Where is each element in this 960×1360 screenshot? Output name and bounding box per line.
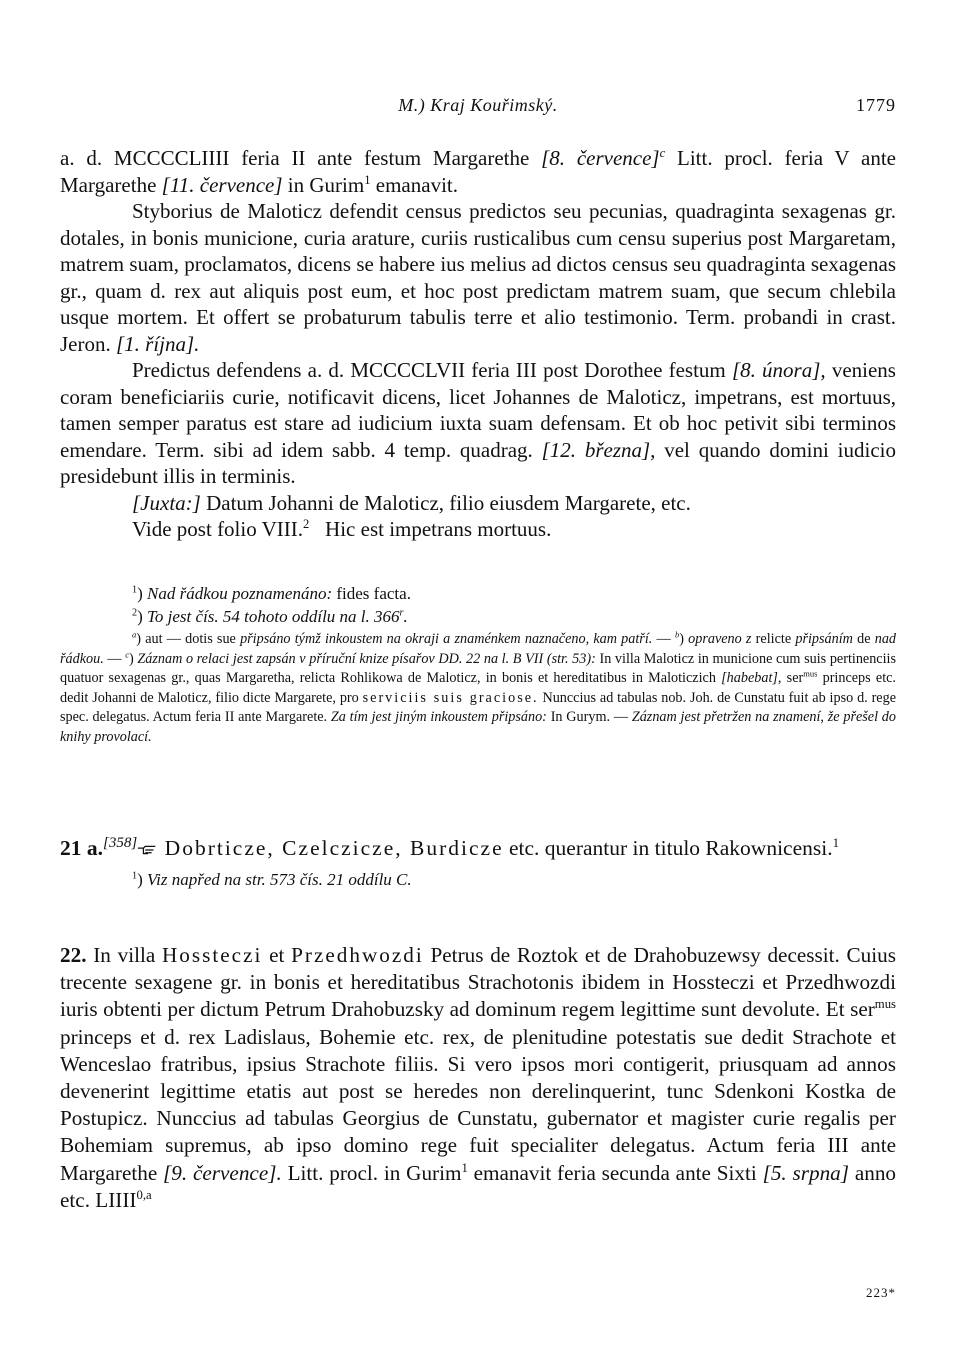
critical-apparatus bbox=[60, 630, 896, 747]
defense-paragraph: Styborius de Maloticz defendit census predictos seu pecunias, quadraginta sexagenas gr. dotales, in bonis municione, curia arature, curiis rusticalibus cum censu superius post Margaretam, matrem suam, proclamatos, dicens se habere ius melius ad dictos census seu quadraginta sexagenas gr., quam d. rex aut aliquis post eum, et hoc post predictam matrem suam, que secum chlebila usque mortem. Et offert se probaturum tabulis terre et alio testimonio. Term. probandi in crast. Jeron. [1. října]. bbox=[60, 199, 896, 356]
page-header bbox=[60, 95, 896, 121]
apparatus-notes: $^a$) aut — dotis sue připsáno týmž inkoustem na okraji a znaménkem naznačeno, kam patří. — $^b$) opraveno z relicte připsáním de nad řádkou. — $^c$) Záznam o relaci jest zapsán v příruční knize písařov DD. 22 na l. B VII (str. 53): In villa Maloticz in municione cum suis pertinenciis quatuor sexagenas gr., quas Margaretha, relicta Rohlikowa de Maloticz, in bonis et hereditatibus in Maloticzich [habebat], ser$^{mus}$ princeps etc. dedit Johanni de Maloticz, filio dicte Margarete, pro serviciis suis graciose. Nunccius ad tabulas nob. Joh. de Cunstatu fuit ab ipso d. rege spec. delegatus. Actum feria II ante Margarete. Za tím jest jiným inkoustem připsáno: In Gurym. — Záznam jest přetržen na znamení, že přešel do knihy provolací. bbox=[60, 629, 897, 745]
juxta-note: [Juxta:] Datum Johanni de Maloticz, filio eiusdem Margarete, etc. bbox=[132, 490, 691, 515]
entry-21-continuation bbox=[60, 145, 896, 543]
entry-22 bbox=[60, 942, 896, 1214]
entry-21-footnotes bbox=[60, 582, 896, 628]
entry-21-opening-lines: a. d. MCCCCLIIII feria II ante festum Margarethe [8. července]$^c$ Litt. procl. feria V ante Margarethe [11. července] in Gurim$^1$ emanavit. bbox=[60, 146, 896, 197]
footnote-2: $^2$) To jest čís. 54 tohoto oddílu na l. 366$^r$. bbox=[132, 607, 408, 626]
entry-21a-text: 21 a.[358] Dobrticze, Czelczicze, Burdicze etc. querantur in titulo Rakownicensi.$^1$ bbox=[60, 834, 840, 860]
running-title: M.) Kraj Kouřimský. bbox=[398, 95, 558, 115]
entry-21a-footnote: $^1$) Viz napřed na str. 573 čís. 21 oddílu C. bbox=[132, 870, 412, 889]
entry-22-text: 22. In villa Hossteczi et Przedhwozdi Petrus de Roztok et de Drahobuzewsy decessit. Cuius trecente sexagene gr. in bonis et hereditatibus Strachotonis ibidem in Hossteczi et Przedhwozdi iuris obtenti per dictum Petrum Drahobuzsky ad dominum regem legittime sunt devolute. Et ser$^{mus}$ princeps et d. rex Ladislaus, Bohemie etc. rex, de plenitudine potestatis sue dedit Strachote et Wenceslao fratribus, ipsius Strachote filiis. Si vero ipsos mori contigerit, priusquam ad annos devenerint legittime etatis aut post se heredes non derelinquerint, tunc Sdenkoni Kostka de Postupicz. Nunccius ad tabulas Georgius de Cunstatu, gubernator et magister curie regalis per Bohemiam supremus, ab ipso domino rege fuit specialiter delegatus. Actum feria III ante Margarethe [9. července]. Litt. procl. in Gurim$^1$ emanavit feria secunda ante Sixti [5. srpna] anno etc. LIIII$^{0,a}$ bbox=[60, 943, 897, 1212]
term-paragraph: Predictus defendens a. d. MCCCCLVII feria III post Dorothee festum [8. února], veniens coram beneficiariis curie, notificavit dicens, licet Johannes de Maloticz, impetrans, est mortuus, tamen semper paratus est stare ad iudicium iuxta suam defensam. Et ob hoc petivit sibi terminos emendare. Term. sibi ad idem sabb. 4 temp. quadrag. [12. března], vel quando domini iudicio presidebunt illis in terminis. bbox=[60, 358, 896, 488]
entry-21a bbox=[60, 835, 896, 891]
footnote-1: $^1$) Nad řádkou poznamenáno: fides facta. bbox=[132, 584, 411, 603]
cross-reference-note: Vide post folio VIII.$^2$ Hic est impetrans mortuus. bbox=[132, 517, 552, 541]
page-number: 1779 bbox=[856, 95, 896, 115]
printer-signature: 223* bbox=[866, 1285, 896, 1300]
pointing-hand-icon bbox=[137, 844, 159, 856]
